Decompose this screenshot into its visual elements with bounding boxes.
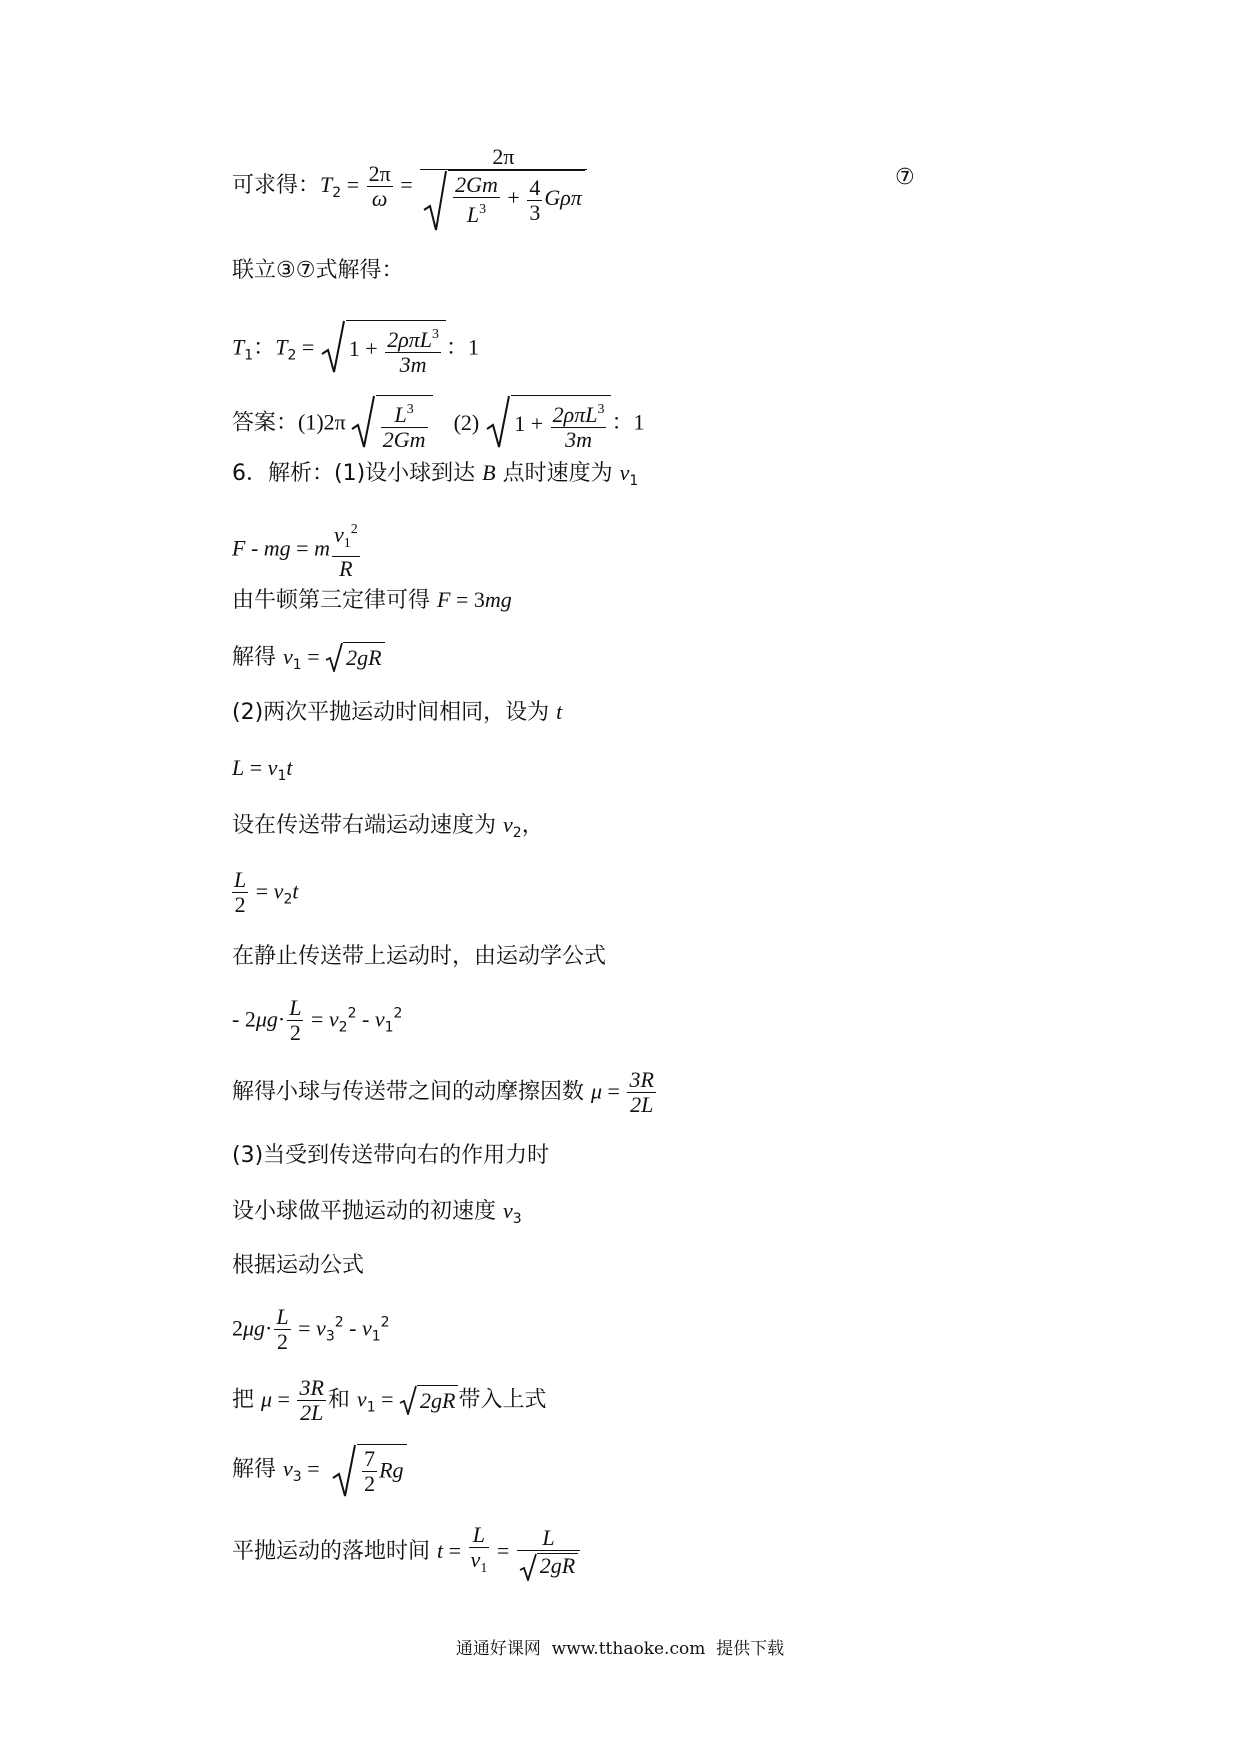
text-line: 解得 $v_1$ = 2gR [232,642,385,680]
text-line: 在静止传送带上运动时，由运动学公式 [232,944,607,969]
radical-sign [519,1553,537,1581]
equation-number: ⑦ [895,165,915,190]
sqrt: $\frac{2Gm}{L^3}$ + $\frac{4}{3}$ Gρπ [422,170,585,227]
sqrt [350,395,433,452]
fraction: $\frac{L}{2gR}$ [517,1526,580,1577]
eq-T-ratio: $T_1$：$T_2$ = 1 + $\frac{2\rho\pi L^3}{3m}$ ：1 [232,320,479,377]
fraction: $\frac{L}{2}$ [289,995,302,1045]
eq-L: $L = v_1t$ [232,755,293,784]
text-line: 设小球做平抛运动的初速度 $v_3$ [232,1198,522,1227]
eq-kinematics-1: - 2μg· $\frac{L}{2}$ = $v_2^2 - v_1^2$ [232,995,403,1045]
fraction: $\frac{3R}{2L}$ [629,1067,654,1117]
text-line: 根据运动公式 [232,1253,365,1278]
fraction: $\frac{3R}{2L}$ [299,1375,324,1425]
sqrt: 2gR [325,642,384,674]
fraction: 2π $\frac{2Gm}{L^3}$ + $\frac{4}{3}$ Gρπ [420,145,587,227]
answer-line: 答案：(1)2π $\frac{L^3}{2Gm}$ (2) 1 + $\frac{2\rho\pi L^3}{3m}$ ：1 [232,395,644,452]
text-line: (3)当受到传送带向右的作用力时 [232,1143,550,1168]
text-line: 解得 $v_3$ = $\frac{7}{2}$ Rg [232,1444,407,1496]
text-line: (2)两次平抛运动时间相同，设为 t [232,699,563,725]
text-line: 平抛运动的落地时间 t = $\frac{L}{v_1}$ = $\frac{L}{2gR}$ [232,1523,582,1581]
radical-sign [350,395,376,449]
text-line: 由牛顿第三定律可得 F = 3mg [232,587,512,613]
sqrt: $\frac{7}{2}$ Rg [331,1444,406,1496]
fraction: $\frac{L}{2}$ [276,1304,289,1354]
fraction: $\frac{L}{2}$ [234,867,247,917]
fraction: $\frac{2Gm}{L^3}$ [455,172,498,227]
text-line: 解得小球与传送带之间的动摩擦因数 μ = $\frac{3R}{2L}$ [232,1067,654,1117]
eq-force: F - mg = m $\frac{v_1^2}{R}$ [232,518,362,581]
page-footer: 通通好课网 www.tthaoke.com 提供下载 [455,1639,785,1659]
fraction: $\frac{v_1^2}{R}$ [332,518,360,581]
sqrt: 1 + $\frac{2\rho\pi L^3}{3m}$ [320,320,446,377]
text-line: 设在传送带右端运动速度为 $v_2$， [232,812,544,841]
sqrt: 1 + $\frac{2\rho\pi L^3}{3m}$ [485,395,611,452]
text-line: 6．解析：(1)设小球到达 B 点时速度为 $v_1$ [232,460,639,489]
fraction: $\frac{2\pi}{\omega}$ [368,160,391,211]
sqrt: 2gR [519,1553,578,1578]
radical-sign [331,1444,357,1498]
eq-kinematics-2: 2μg· $\frac{L}{2}$ = $v_3^2 - v_1^2$ [232,1304,390,1354]
sqrt: 2gR [399,1385,458,1417]
eq-half-L: $\frac{L}{2}$ = $v_2t$ [234,867,299,917]
fraction: $\frac{L}{v_1}$ [470,1522,488,1576]
text-line: 联立③⑦式解得： [232,258,404,283]
fraction: $\frac{4}{3}$ [529,174,541,225]
radical-sign [320,320,346,374]
fraction: $\frac{2\rho\pi L^3}{3m}$ [551,398,607,452]
text-line: 把 μ = $\frac{3R}{2L}$ 和 $v_1$ = 2gR 带入上式 [232,1375,547,1425]
eq-T2: 可求得：$T_2$ = $\frac{2\pi}{\omega}$ = 2π $\frac{2Gm}{L^3}$ + $\frac{4}{3}$ Gρπ [232,145,589,227]
fraction: $\frac{7}{2}$ [364,1446,376,1496]
radical-sign [399,1385,417,1415]
radical-sign [485,395,511,449]
fraction: $\frac{L^3}{2Gm}$ [381,398,428,452]
fraction: $\frac{2\rho\pi L^3}{3m}$ [385,323,441,377]
radical-sign [325,642,343,672]
radical-sign [422,170,448,232]
